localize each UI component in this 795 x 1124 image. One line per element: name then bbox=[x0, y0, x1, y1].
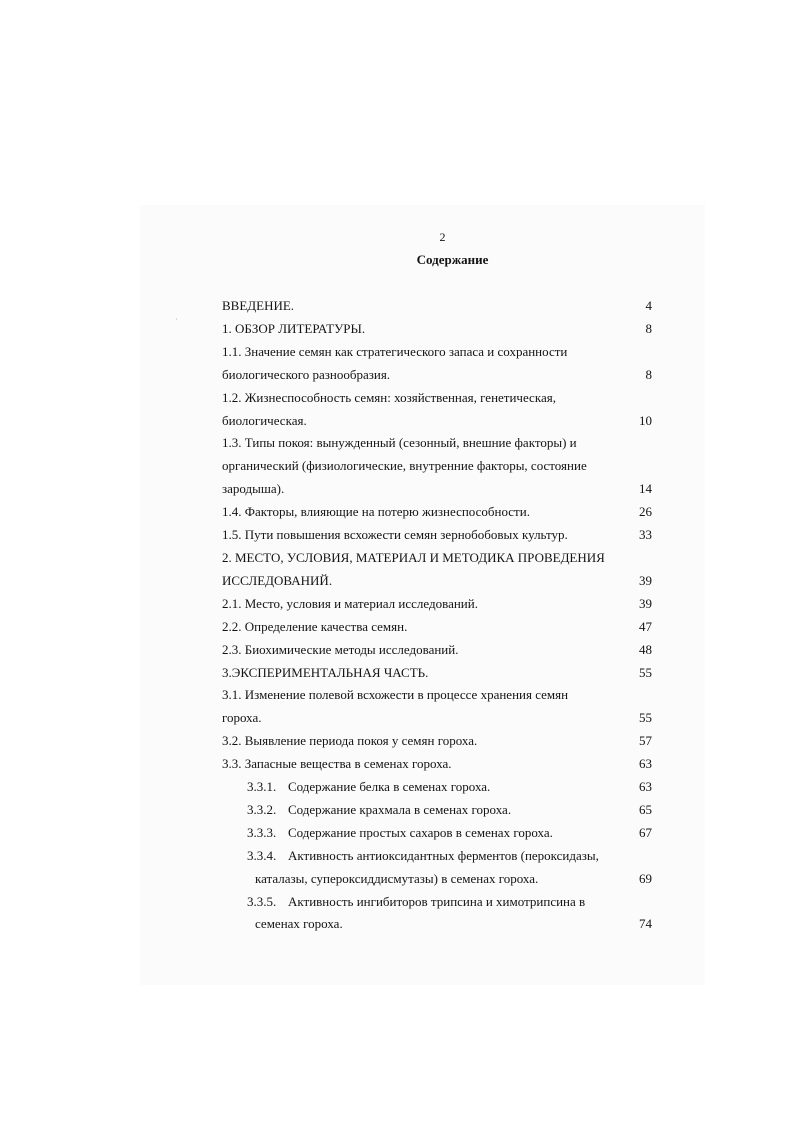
toc-entry-line: ВВЕДЕНИЕ. bbox=[222, 298, 295, 313]
toc-entry-line: 2.1. Место, условия и материал исследований. bbox=[222, 595, 478, 611]
table-of-contents bbox=[222, 295, 652, 936]
toc-entry-line: 1.1. Значение семян как стратегического запаса и сохранности bbox=[222, 343, 568, 359]
toc-entry-line: 1.5. Пути повышения всхожести семян зернобобовых культур. bbox=[222, 527, 568, 543]
toc-entry bbox=[222, 295, 652, 318]
toc-entry bbox=[222, 524, 652, 547]
toc-title: Содержание bbox=[416, 252, 489, 267]
toc-entry-line: биологического разнообразия. bbox=[222, 366, 391, 382]
toc-entry-label: Содержание белка в семенах гороха. bbox=[288, 779, 491, 795]
toc-entry-line: 2. МЕСТО, УСЛОВИЯ, МАТЕРИАЛ И МЕТОДИКА ПРОВЕДЕНИЯ bbox=[222, 549, 605, 565]
toc-entry bbox=[222, 845, 652, 891]
toc-entry-page: 33 bbox=[639, 527, 652, 543]
toc-entry bbox=[222, 639, 652, 662]
toc-entry-page: 26 bbox=[639, 504, 652, 520]
toc-entry-text bbox=[222, 524, 628, 547]
toc-entry-text bbox=[222, 776, 628, 799]
toc-entry bbox=[222, 616, 652, 639]
toc-entry-text bbox=[222, 295, 628, 318]
toc-entry-text bbox=[222, 593, 628, 616]
toc-entry-page: 39 bbox=[639, 595, 652, 611]
toc-entry-page: 67 bbox=[639, 824, 652, 840]
toc-entry-line: 2.2. Определение качества семян. bbox=[222, 618, 408, 634]
scan-artifact bbox=[176, 318, 177, 320]
toc-entry-text bbox=[222, 639, 628, 662]
toc-entry-line bbox=[247, 799, 616, 822]
toc-entry-line bbox=[247, 891, 616, 914]
toc-entry-line: 1.2. Жизнеспособность семян: хозяйственная, генетическая, bbox=[222, 389, 556, 405]
toc-entry-text bbox=[222, 432, 628, 501]
page-number: 2 bbox=[439, 230, 446, 244]
toc-entry-text bbox=[222, 891, 628, 937]
toc-entry-line: 3.2. Выявление периода покоя у семян гороха. bbox=[222, 733, 478, 749]
toc-entry-line: гороха. bbox=[222, 710, 262, 726]
toc-entry-page: 63 bbox=[639, 779, 652, 795]
toc-entry bbox=[222, 730, 652, 753]
toc-entry-line bbox=[247, 776, 616, 799]
toc-entry-line: 2.3. Биохимические методы исследований. bbox=[222, 641, 459, 657]
toc-entry-page: 8 bbox=[645, 366, 652, 382]
toc-entry bbox=[222, 593, 652, 616]
toc-entry-text bbox=[222, 341, 628, 387]
toc-entry bbox=[222, 387, 652, 433]
toc-entry-line bbox=[247, 822, 616, 845]
toc-entry-number: 3.3.1. bbox=[247, 779, 277, 795]
toc-entry-line: 3.3. Запасные вещества в семенах гороха. bbox=[222, 756, 452, 772]
toc-entry-label: Активность ингибиторов трипсина и химотрипсина в bbox=[288, 893, 586, 909]
toc-entry-page: 14 bbox=[639, 481, 652, 497]
toc-entry-page: 47 bbox=[639, 618, 652, 634]
toc-entry-line: ИССЛЕДОВАНИЙ. bbox=[222, 572, 333, 588]
toc-entry-text bbox=[222, 318, 628, 341]
toc-entry bbox=[222, 891, 652, 937]
toc-entry-page: 10 bbox=[639, 412, 652, 428]
toc-entry-text bbox=[222, 799, 628, 822]
toc-entry-text bbox=[222, 730, 628, 753]
toc-entry bbox=[222, 799, 652, 822]
toc-entry-number: 3.3.4. bbox=[247, 847, 277, 863]
toc-entry-label: Активность антиоксидантных ферментов (пероксидазы, bbox=[288, 847, 599, 863]
toc-entry-text bbox=[222, 616, 628, 639]
toc-entry-page: 63 bbox=[639, 756, 652, 772]
toc-entry-page: 57 bbox=[639, 733, 652, 749]
toc-entry-text bbox=[222, 547, 628, 593]
toc-entry-page: 4 bbox=[645, 298, 652, 313]
toc-entry bbox=[222, 341, 652, 387]
toc-entry-page: 48 bbox=[639, 641, 652, 657]
toc-entry-text bbox=[222, 662, 628, 685]
toc-entry-line: семенах гороха. bbox=[255, 916, 343, 932]
toc-entry bbox=[222, 432, 652, 501]
toc-entry-page: 69 bbox=[639, 870, 652, 886]
toc-entry-label: Содержание крахмала в семенах гороха. bbox=[288, 801, 512, 817]
toc-entry-page: 39 bbox=[639, 572, 652, 588]
toc-entry-line: каталазы, супероксиддисмутазы) в семенах гороха. bbox=[255, 870, 539, 886]
toc-entry-page: 55 bbox=[639, 710, 652, 726]
toc-entry-line: 3.ЭКСПЕРИМЕНТАЛЬНАЯ ЧАСТЬ. bbox=[222, 664, 429, 680]
toc-entry-line: 1.3. Типы покоя: вынужденный (сезонный, внешние факторы) и bbox=[222, 435, 577, 451]
toc-entry-number: 3.3.2. bbox=[247, 801, 277, 817]
toc-entry-text bbox=[222, 684, 628, 730]
toc-entry-line: 1. ОБЗОР ЛИТЕРАТУРЫ. bbox=[222, 320, 366, 336]
toc-entry bbox=[222, 662, 652, 685]
toc-entry-text bbox=[222, 501, 628, 524]
toc-entry-line: органический (физиологические, внутренние факторы, состояние bbox=[222, 458, 587, 474]
toc-entry-text bbox=[222, 753, 628, 776]
toc-entry-page: 74 bbox=[639, 916, 652, 932]
toc-entry-text bbox=[222, 387, 628, 433]
toc-entry-line: зародыша). bbox=[222, 481, 285, 497]
toc-entry bbox=[222, 684, 652, 730]
toc-entry bbox=[222, 822, 652, 845]
toc-entry-line: 1.4. Факторы, влияющие на потерю жизнеспособности. bbox=[222, 504, 530, 520]
toc-entry bbox=[222, 547, 652, 593]
toc-entry bbox=[222, 776, 652, 799]
toc-entry bbox=[222, 501, 652, 524]
toc-entry-label: Содержание простых сахаров в семенах гороха. bbox=[288, 824, 553, 840]
toc-entry bbox=[222, 318, 652, 341]
toc-entry bbox=[222, 753, 652, 776]
toc-entry-page: 65 bbox=[639, 801, 652, 817]
toc-entry-line bbox=[247, 845, 616, 868]
toc-entry-line: биологическая. bbox=[222, 412, 307, 428]
toc-entry-page: 8 bbox=[645, 320, 652, 336]
toc-entry-text bbox=[222, 822, 628, 845]
toc-entry-text bbox=[222, 845, 628, 891]
toc-entry-number: 3.3.3. bbox=[247, 824, 277, 840]
toc-entry-page: 55 bbox=[639, 664, 652, 680]
toc-entry-number: 3.3.5. bbox=[247, 893, 277, 909]
toc-entry-line: 3.1. Изменение полевой всхожести в процессе хранения семян bbox=[222, 687, 569, 703]
